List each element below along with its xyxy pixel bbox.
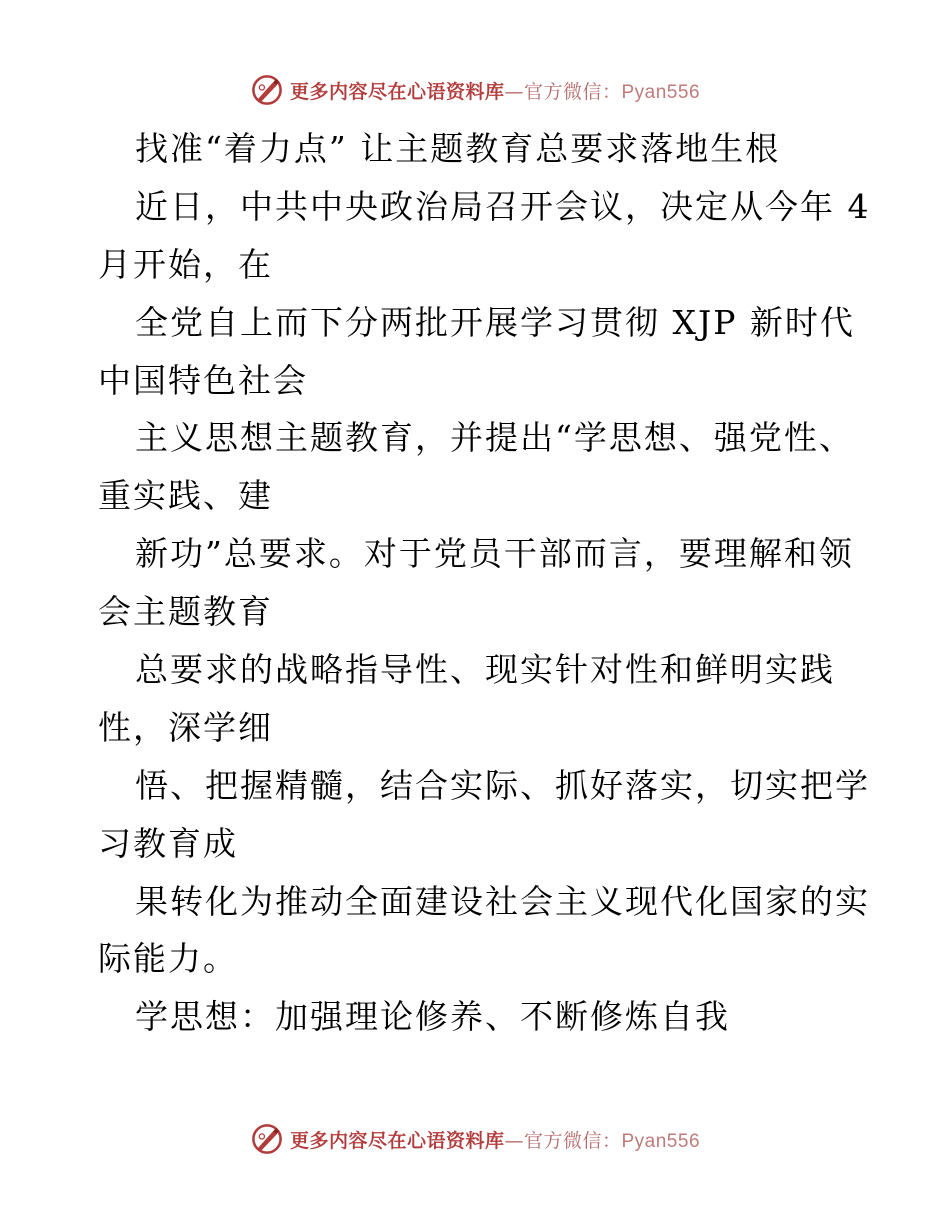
- footer-banner-dash: —: [504, 1129, 524, 1152]
- text-line: 性，深学细: [98, 707, 273, 747]
- header-banner: [0, 68, 950, 112]
- footer-banner: [0, 1117, 950, 1161]
- footer-banner-wechat-label: 官方微信：: [523, 1129, 622, 1152]
- text-line: 新功”总要求。对于党员干部而言，要理解和领: [135, 534, 854, 574]
- footer-banner-emphasis: 更多内容尽在心语资料库: [289, 1129, 505, 1152]
- text-line: 月开始，在: [98, 244, 273, 284]
- header-banner-inner: [250, 73, 700, 107]
- footer-banner-inner: [250, 1122, 700, 1156]
- header-banner-wechat-label: 官方微信：: [523, 80, 622, 103]
- text-line: 重实践、建: [98, 476, 273, 516]
- text-line: 际能力。: [98, 939, 238, 979]
- text-line: 果转化为推动全面建设社会主义现代化国家的实: [135, 881, 870, 921]
- text-line: 总要求的战略指导性、现实针对性和鲜明实践: [135, 650, 835, 690]
- document-body: [98, 120, 871, 1046]
- header-banner-emphasis: 更多内容尽在心语资料库: [289, 80, 505, 103]
- header-banner-text: [290, 77, 700, 104]
- text-line: 习教育成: [98, 823, 238, 863]
- document-title-line: 找准“着力点” 让主题教育总要求落地生根: [135, 129, 781, 168]
- footer-banner-account: Pyan556: [621, 1130, 701, 1152]
- text-line: 近日，中共中央政治局召开会议，决定从今年 4: [135, 186, 871, 226]
- text-line: 悟、把握精髓，结合实际、抓好落实，切实把学: [135, 765, 870, 805]
- text-line: 中国特色社会: [98, 360, 308, 400]
- header-banner-dash: —: [504, 80, 524, 103]
- text-line: 主义思想主题教育，并提出“学思想、强党性、: [135, 418, 854, 458]
- pen-circle-logo-icon: [250, 1122, 284, 1156]
- text-line: 会主题教育: [98, 592, 273, 632]
- header-banner-account: Pyan556: [621, 81, 701, 103]
- text-line: 全党自上而下分两批开展学习贯彻 XJP 新时代: [135, 302, 855, 342]
- section-heading-line: 学思想：加强理论修养、不断修炼自我: [135, 997, 730, 1037]
- footer-banner-text: [290, 1126, 700, 1153]
- pen-circle-logo-icon: [250, 73, 284, 107]
